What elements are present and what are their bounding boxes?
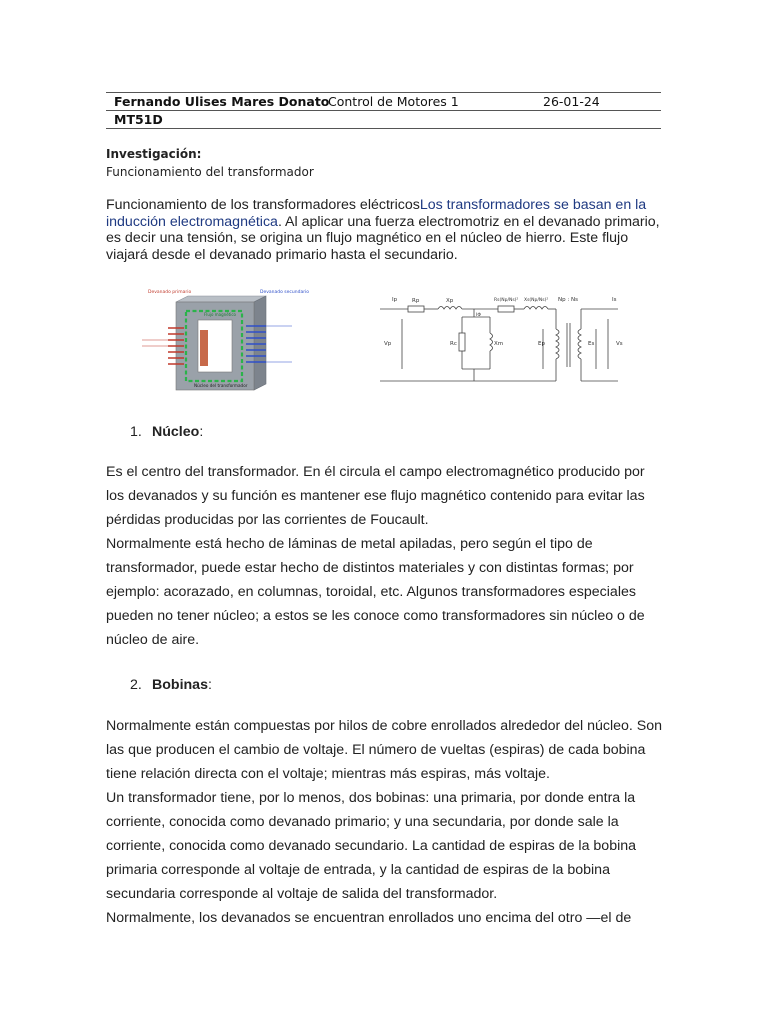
label-primary: Devanado primario <box>148 290 192 295</box>
circuit-label-iphi: IΦ <box>476 313 481 318</box>
header-row-2 <box>106 110 661 129</box>
circuit-label-xp: Xp <box>446 298 454 304</box>
paragraph: Un transformador tiene, por lo menos, dos bobinas: una primaria, por donde entra la corriente, conocida como devanado primario; y una secundaria, por donde sale la corriente, conocida como devanado secundario. La cantidad de espiras de la bobina primaria corresponde al voltaje de entrada, y la cantidad de espiras de la bobina secundaria corresponde al voltaje de salida del transformador. <box>106 790 637 902</box>
circuit-label-xs: Xs(Np/Ns)² <box>524 298 549 303</box>
paragraph: Normalmente está hecho de láminas de metal apiladas, pero según el tipo de transformador, puede estar hecho de distintos materiales y con distintas formas; por ejemplo: acorazado, en columnas, toroidal, etc. Algunos transformadores especiales pueden no tener núcleo; a estos se les conoce como transformadores sin núcleo o de núcleo de aire. <box>106 536 645 648</box>
investigation-title: Investigación: <box>106 147 202 161</box>
intro-paragraph <box>106 197 666 263</box>
section-number: 2. <box>130 677 142 693</box>
secondary-winding <box>246 326 266 362</box>
label-secondary: Devanado secundario <box>260 290 310 295</box>
intro-lead: Funcionamiento de los transformadores eléctricos <box>106 197 420 213</box>
circuit-label-es: Es <box>588 341 595 347</box>
intro-link[interactable]: Los transformadores se basan en la inducción electromagnética <box>106 197 647 230</box>
investigation-subtitle: Funcionamiento del transformador <box>106 165 314 179</box>
transformer-core-figure <box>142 286 310 400</box>
course-name: Control de Motores 1 <box>328 94 459 109</box>
circuit-label-ip: Ip <box>392 297 398 303</box>
circuit-label-ep: Ep <box>538 341 545 347</box>
section-number: 1. <box>130 424 142 440</box>
section-title: Bobinas <box>152 677 208 693</box>
paragraph: Normalmente están compuestas por hilos de cobre enrollados alrededor del núcleo. Son las que producen el cambio de voltaje. El número de vueltas (espiras) de cada bobina tiene relación directa con el voltaje; mientras más espiras, más voltaje. <box>106 718 663 782</box>
circuit-label-rs: Rs(Np/Ns)² <box>494 298 519 303</box>
circuit-label-ratio: Np : Ns <box>558 297 578 303</box>
group-code: MT51D <box>114 112 163 127</box>
paragraph: Normalmente, los devanados se encuentran enrollados uno encima del otro —el de <box>106 910 632 926</box>
label-flux: Flujo magnético <box>204 312 236 317</box>
document-date: 26-01-24 <box>543 94 600 109</box>
section-heading-nucleo: 1. Núcleo: <box>130 424 204 440</box>
section-body-nucleo <box>106 460 666 652</box>
primary-winding <box>168 328 184 364</box>
section-body-bobinas <box>106 714 666 930</box>
label-core: Núcleo del transformador <box>194 383 248 388</box>
header-row-1 <box>106 92 661 110</box>
circuit-label-vs: Vs <box>616 341 623 347</box>
paragraph: Es el centro del transformador. En él circula el campo electromagnético producido por los devanados y su función es mantener ese flujo magnético contenido para evitar las pérdidas producidas por las corrientes de Foucault. <box>106 464 645 528</box>
circuit-label-rp: Rp <box>412 298 420 304</box>
circuit-label-rc: Rc <box>450 341 457 347</box>
circuit-label-vp: Vp <box>384 341 392 347</box>
equivalent-circuit-figure <box>378 289 634 389</box>
section-title: Núcleo <box>152 424 200 440</box>
intro-rest: . Al aplicar una fuerza electromotriz en el devanado primario, es decir una tensión, se origina un flujo magnético en el núcleo de hierro. Este flujo viajará desde el devanado primario hasta el secundario. <box>106 213 660 263</box>
circuit-label-is: Is <box>612 297 617 303</box>
circuit-label-xm: Xm <box>494 341 504 347</box>
section-heading-bobinas: 2. Bobinas: <box>130 677 212 693</box>
author-name: Fernando Ulises Mares Donato <box>114 94 330 109</box>
